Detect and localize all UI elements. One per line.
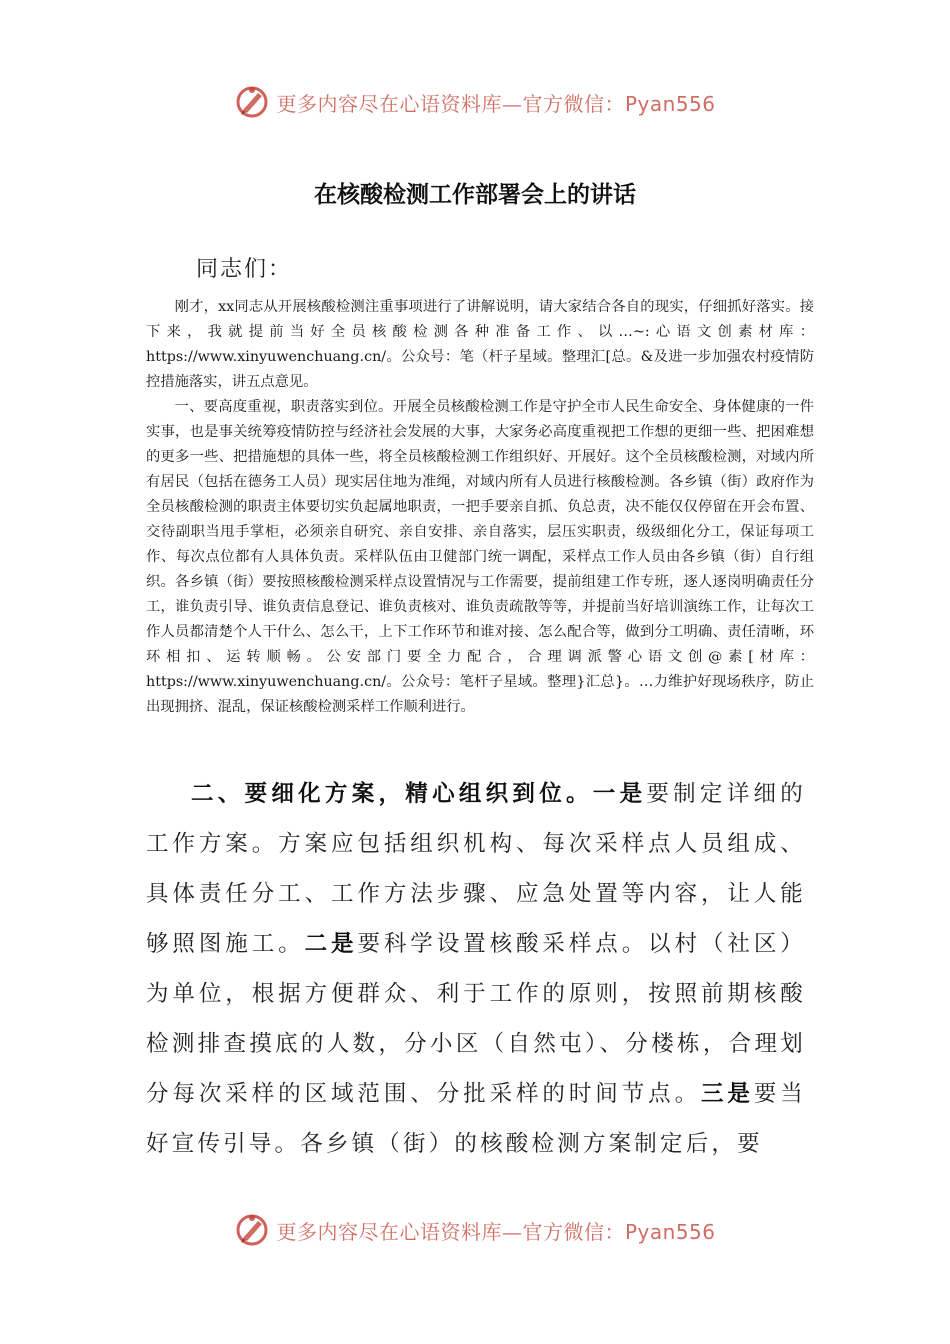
pen-circle-logo-icon: [234, 1212, 270, 1248]
third-marker: 三是: [701, 1081, 754, 1107]
document-title: 在核酸检测工作部署会上的讲话: [314, 181, 636, 208]
footer-banner: [0, 1210, 950, 1250]
first-point: 要制定详细的工作方案。方案应包括组织机构、每次采样点人员组成、具体责任分工、工作方法步骤、应急处置等内容，让人能够照图施工。: [146, 781, 806, 957]
banner-text: 更多内容尽在心语资料库—官方微信：Pyan556: [276, 91, 716, 116]
paragraph-section-one: 一、要高度重视，职责落实到位。开展全员核酸检测工作是守护全市人民生命安全、身体健康的一件实事，也是事关统筹疫情防控与经济社会发展的大事，大家务必高度重视把工作想的更细一些、把困难想的更多一些、把措施想的具体一些，将全员核酸检测工作组织好、开展好。这个全员核酸检测，对域内所有居民（包括在德务工人员）现实居住地为准绳，对域内所有人员进行核酸检测。各乡镇（街）政府作为全员核酸检测的职责主体要切实负起属地职责，一把手要亲自抓、负总责，决不能仅仅停留在开会布置、交待副职当甩手掌柜，必须亲自研究、亲自安排、亲自落实，层压实职责，级级细化分工，保证每项工作、每次点位都有人具体负责。采样队伍由卫健部门统一调配，采样点工作人员由各乡镇（街）自行组织。各乡镇（街）要按照核酸检测采样点设置情况与工作需要，提前组建工作专班，逐人逐岗明确责任分工，谁负责引导、谁负责信息登记、谁负责核对、谁负责疏散等等，并提前当好培训演练工作，让每次工作人员都清楚个人干什么、怎么干，上下工作环节和谁对接、怎么配合等，做到分工明确、责任清晰，环环相扣、运转顺畅。公安部门要全力配合，合理调派警心语文创@素[材库：https://www.xinyuwenchuang.cn/。公众号：笔杆子星域。整理}汇总}。…力维护好现场秩序，防止出现拥挤、混乱，保证核酸检测采样工作顺利进行。: [146, 399, 814, 715]
second-point: 要科学设置核酸采样点。以村（社区）为单位，根据方便群众、利于工作的原则，按照前期核酸检测排查摸底的人数，分小区（自然屯）、分楼栋，合理划分每次采样的区域范围、分批采样的时间节点。: [146, 931, 806, 1107]
wechat-id: Pyan556: [624, 91, 716, 116]
first-marker: 一是: [592, 781, 647, 807]
pen-circle-logo-icon: [234, 84, 270, 120]
banner-text: 更多内容尽在心语资料库—官方微信：Pyan556: [276, 1219, 716, 1244]
wechat-id: Pyan556: [624, 1219, 716, 1244]
paragraph-section-two: [146, 769, 806, 1169]
second-marker: 二是: [304, 931, 358, 957]
paragraph-intro: 刚才，xx同志从开展核酸检测注重事项进行了讲解说明，请大家结合各自的现实，仔细抓好落实。接下来，我就提前当好全员核酸检测各种准备工作、以…~:心语文创素材库：https://www.xinyuwenchuang.cn/。公众号：笔（杆子星域。整理汇[总。&及进一步加强农村疫情防控措施落实，讲五点意见。: [146, 299, 814, 390]
section-two-heading: 二、要细化方案，精心组织到位。: [191, 781, 593, 807]
third-point: 要当好宣传引导。各乡镇（街）的核酸检测方案制定后，要: [146, 1081, 806, 1157]
header-banner: [0, 82, 950, 122]
greeting: 同志们：: [196, 257, 293, 282]
